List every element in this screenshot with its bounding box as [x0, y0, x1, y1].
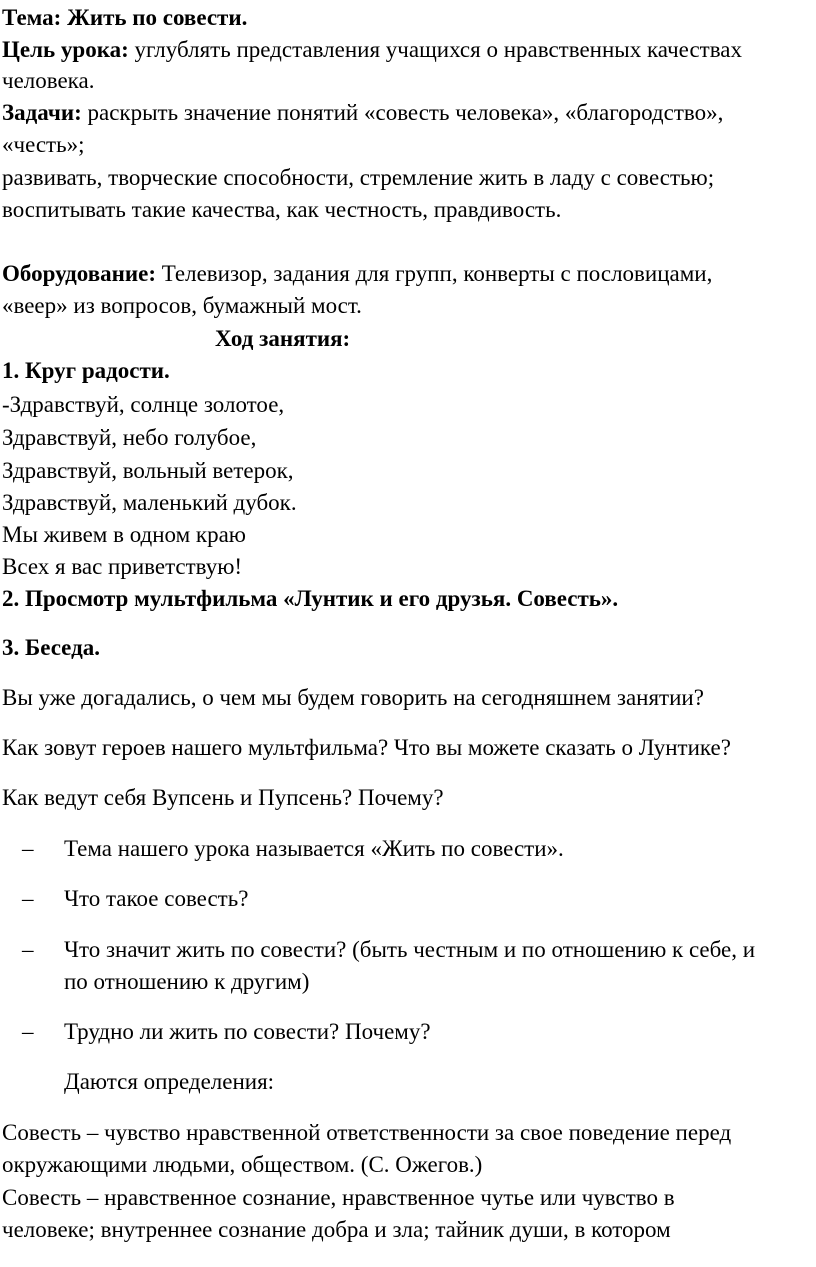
definition-line: окружающими людьми, обществом. (С. Ожегов.)	[2, 1152, 483, 1177]
poem-line: Здравствуй, небо голубое,	[2, 425, 257, 450]
section-1-title: 1. Круг радости.	[2, 358, 170, 383]
question-line: Вы уже догадались, о чем мы будем говорить на сегодняшнем занятии?	[2, 685, 704, 710]
definition-line: Совесть – нравственное сознание, нравственное чутье или чувство в	[2, 1185, 675, 1210]
question-line: Как зовут героев нашего мультфильма? Что вы можете сказать о Лунтике?	[2, 735, 731, 760]
definition-line: Совесть – чувство нравственной ответственности за свое поведение перед	[2, 1120, 732, 1145]
bullet-text: Что такое совесть?	[64, 886, 249, 911]
goal-label: Цель урока:	[2, 37, 129, 62]
definition-line: человеке; внутреннее сознание добра и зла; тайник души, в котором	[2, 1217, 671, 1242]
poem-line: Всех я вас приветствую!	[2, 554, 243, 579]
poem-line: Здравствуй, маленький дубок.	[2, 490, 297, 515]
poem-line: -Здравствуй, солнце золотое,	[2, 392, 285, 417]
dash-marker: –	[22, 1019, 34, 1044]
tasks-line	[2, 101, 723, 124]
tasks-text-develop: развивать, творческие способности, стремление жить в ладу с совестью;	[2, 165, 715, 190]
bullet-text: Трудно ли жить по совести? Почему?	[64, 1019, 431, 1044]
definitions-intro: Даются определения:	[64, 1069, 275, 1094]
bullet-text-cont: по отношению к другим)	[64, 969, 310, 994]
tasks-text-educate: воспитывать такие качества, как честность, правдивость.	[2, 197, 562, 222]
section-2-title: 2. Просмотр мультфильма «Лунтик и его друзья. Совесть».	[2, 586, 619, 611]
bullet-text: Что значит жить по совести? (быть честным и по отношению к себе, и	[64, 937, 756, 962]
equipment-text: Телевизор, задания для групп, конверты с пословицами,	[161, 261, 713, 286]
dash-marker: –	[22, 937, 34, 962]
poem-line: Мы живем в одном краю	[2, 522, 246, 547]
equipment-label: Оборудование:	[2, 261, 156, 286]
equipment-line	[2, 262, 712, 285]
tasks-label: Задачи:	[2, 100, 82, 125]
lesson-course-title: Ход занятия:	[215, 326, 351, 351]
equipment-text-cont: «веер» из вопросов, бумажный мост.	[2, 293, 362, 318]
topic-heading: Тема: Жить по совести.	[2, 5, 248, 30]
tasks-text: раскрыть значение понятий «совесть человека», «благородство»,	[87, 100, 724, 125]
tasks-text-cont: «честь»;	[2, 132, 85, 157]
bullet-text: Тема нашего урока называется «Жить по совести».	[64, 836, 564, 861]
goal-text-cont: человека.	[2, 68, 95, 93]
poem-line: Здравствуй, вольный ветерок,	[2, 458, 294, 483]
question-line: Как ведут себя Вупсень и Пупсень? Почему?	[2, 785, 444, 810]
goal-text: углублять представления учащихся о нравственных качествах	[134, 37, 742, 62]
dash-marker: –	[22, 886, 34, 911]
section-3-title: 3. Беседа.	[2, 635, 100, 660]
dash-marker: –	[22, 836, 34, 861]
goal-line	[2, 38, 742, 61]
